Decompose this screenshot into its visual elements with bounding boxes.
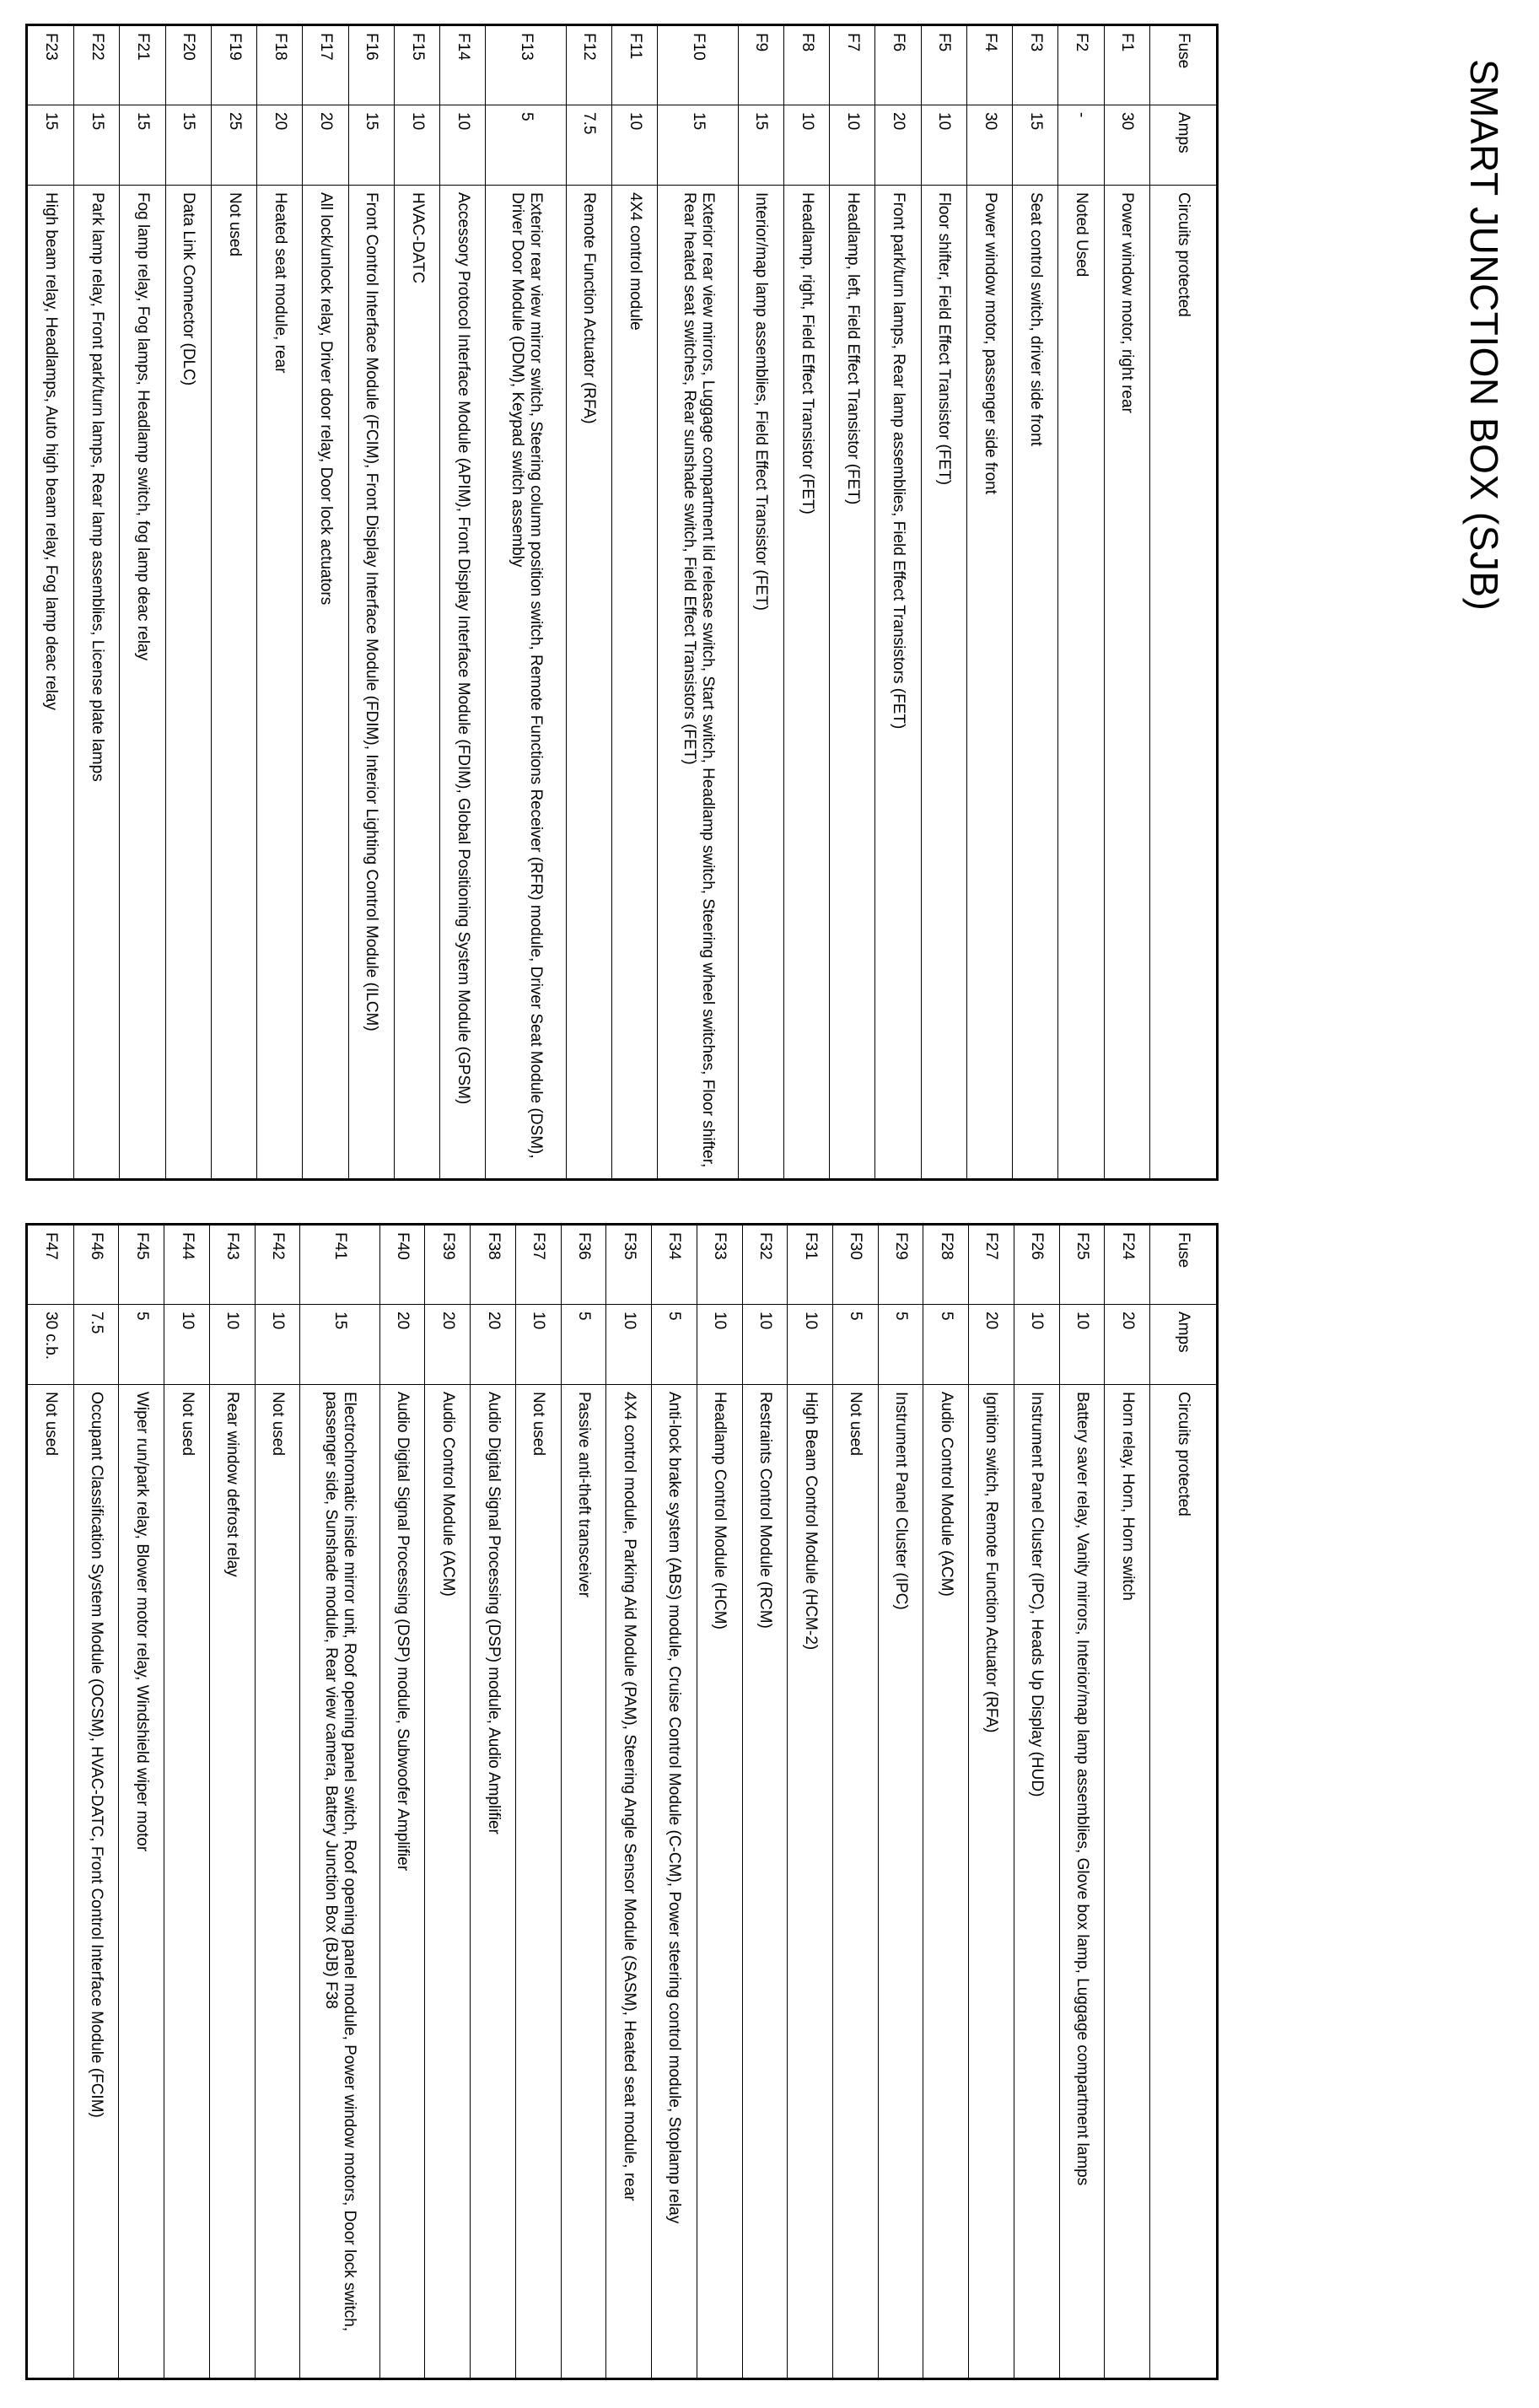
fuse-row bbox=[165, 25, 211, 1180]
fuse-row bbox=[652, 1225, 697, 2379]
amps-cell: 20 bbox=[875, 105, 921, 186]
circuits-cell: Not used bbox=[255, 1385, 300, 2379]
fuse-cell: F18 bbox=[257, 25, 303, 105]
circuits-cell: Seat control switch, driver side front bbox=[1013, 186, 1058, 1180]
fuse-row bbox=[606, 1225, 652, 2379]
amps-cell: 10 bbox=[606, 1305, 652, 1385]
amps-cell: 10 bbox=[788, 1305, 833, 1385]
amps-cell: 10 bbox=[440, 105, 486, 186]
amps-cell: 10 bbox=[921, 105, 966, 186]
fuse-row bbox=[1104, 25, 1149, 1180]
fuse-cell: F11 bbox=[612, 25, 658, 105]
fuse-column-header: Fuse bbox=[1150, 1225, 1218, 1305]
fuse-row bbox=[967, 25, 1013, 1180]
circuits-cell: Not used bbox=[211, 186, 256, 1180]
amps-column-header: Amps bbox=[1150, 105, 1218, 186]
amps-cell: 5 bbox=[561, 1305, 606, 1385]
amps-cell: 20 bbox=[969, 1305, 1014, 1385]
fuse-row bbox=[119, 1225, 164, 2379]
fuse-cell: F14 bbox=[440, 25, 486, 105]
table-header-row bbox=[1150, 25, 1218, 1180]
table-header-row bbox=[1150, 1225, 1218, 2379]
fuse-column-header: Fuse bbox=[1150, 25, 1218, 105]
circuits-cell: Front Control Interface Module (FCIM), Front Display Interface Module (FDIM), Interior Lighting Control Module (ILCM) bbox=[348, 186, 394, 1180]
circuits-cell: Power window motor, passenger side front bbox=[967, 186, 1013, 1180]
circuits-cell: Data Link Connector (DLC) bbox=[165, 186, 211, 1180]
circuits-cell: Battery saver relay, Vanity mirrors, Interior/map lamp assemblies, Glove box lamp, Luggage compartment lamps bbox=[1059, 1385, 1105, 2379]
fuse-cell: F36 bbox=[561, 1225, 606, 1305]
fuse-row bbox=[923, 1225, 969, 2379]
circuits-cell: 4X4 control module bbox=[612, 186, 658, 1180]
fuse-cell: F9 bbox=[738, 25, 783, 105]
fuse-cell: F37 bbox=[515, 1225, 561, 1305]
circuits-cell: Remote Function Actuator (RFA) bbox=[566, 186, 611, 1180]
fuse-cell: F2 bbox=[1058, 25, 1104, 105]
circuits-cell: Power window motor, right rear bbox=[1104, 186, 1149, 1180]
circuits-cell: Exterior rear view mirrors, Luggage compartment lid release switch, Start switch, Headlamp switch, Steering wheel switches, Floor shifter, Rear heated seat switches, Rear sunshade switch, Field Effect Transistors (FET) bbox=[658, 186, 738, 1180]
fuse-cell: F13 bbox=[486, 25, 566, 105]
circuits-cell: Exterior rear view mirror switch, Steering column position switch, Remote Functions Receiver (RFR) module, Driver Seat Module (DSM), Driver Door Module (DDM), Keypad switch assembly bbox=[486, 186, 566, 1180]
fuse-cell: F16 bbox=[348, 25, 394, 105]
fuse-cell: F6 bbox=[875, 25, 921, 105]
fuse-row bbox=[742, 1225, 788, 2379]
fuse-row bbox=[921, 25, 966, 1180]
amps-cell: 15 bbox=[74, 105, 120, 186]
amps-cell: 10 bbox=[784, 105, 830, 186]
fuse-row bbox=[738, 25, 783, 1180]
fuse-row bbox=[211, 25, 256, 1180]
amps-cell: 20 bbox=[303, 105, 348, 186]
fuse-row bbox=[1059, 1225, 1105, 2379]
circuits-cell: Not used bbox=[832, 1385, 878, 2379]
fuse-row bbox=[697, 1225, 742, 2379]
fuse-cell: F17 bbox=[303, 25, 348, 105]
fuse-row bbox=[209, 1225, 255, 2379]
circuits-cell: Audio Control Module (ACM) bbox=[923, 1385, 969, 2379]
fuse-cell: F32 bbox=[742, 1225, 788, 1305]
circuits-cell: Audio Digital Signal Processing (DSP) module, Subwoofer Amplifier bbox=[379, 1385, 425, 2379]
amps-cell: 5 bbox=[878, 1305, 923, 1385]
fuse-cell: F34 bbox=[652, 1225, 697, 1305]
fuse-cell: F43 bbox=[209, 1225, 255, 1305]
fuse-cell: F44 bbox=[164, 1225, 210, 1305]
circuits-cell: Not used bbox=[27, 1385, 74, 2379]
fuse-row bbox=[784, 25, 830, 1180]
amps-cell: 5 bbox=[119, 1305, 164, 1385]
fuse-row bbox=[120, 25, 165, 1180]
fuse-row bbox=[348, 25, 394, 1180]
amps-cell: 5 bbox=[832, 1305, 878, 1385]
amps-cell: 10 bbox=[209, 1305, 255, 1385]
fuse-row bbox=[515, 1225, 561, 2379]
fuse-cell: F46 bbox=[73, 1225, 119, 1305]
fuse-row bbox=[658, 25, 738, 1180]
amps-cell: 15 bbox=[1013, 105, 1058, 186]
fuse-row bbox=[73, 1225, 119, 2379]
fuse-cell: F42 bbox=[255, 1225, 300, 1305]
circuits-column-header: Circuits protected bbox=[1150, 186, 1218, 1180]
fuse-row bbox=[164, 1225, 210, 2379]
fuse-row bbox=[257, 25, 303, 1180]
fuse-row bbox=[255, 1225, 300, 2379]
fuse-cell: F19 bbox=[211, 25, 256, 105]
amps-cell: 30 c.b. bbox=[27, 1305, 74, 1385]
fuse-row bbox=[830, 25, 875, 1180]
amps-cell: 30 bbox=[967, 105, 1013, 186]
fuse-row bbox=[878, 1225, 923, 2379]
fuse-row bbox=[1014, 1225, 1059, 2379]
fuse-row bbox=[27, 1225, 74, 2379]
fuse-cell: F5 bbox=[921, 25, 966, 105]
fuse-cell: F26 bbox=[1014, 1225, 1059, 1305]
fuse-cell: F10 bbox=[658, 25, 738, 105]
fuse-cell: F31 bbox=[788, 1225, 833, 1305]
amps-cell: 10 bbox=[742, 1305, 788, 1385]
amps-cell: 10 bbox=[1059, 1305, 1105, 1385]
circuits-cell: Passive anti-theft transceiver bbox=[561, 1385, 606, 2379]
amps-cell: - bbox=[1058, 105, 1104, 186]
circuits-cell: Horn relay, Horn, Horn switch bbox=[1105, 1385, 1150, 2379]
circuits-cell: Instrument Panel Cluster (IPC) bbox=[878, 1385, 923, 2379]
fuse-cell: F38 bbox=[471, 1225, 516, 1305]
fuse-cell: F28 bbox=[923, 1225, 969, 1305]
amps-cell: 5 bbox=[923, 1305, 969, 1385]
fuse-row bbox=[561, 1225, 606, 2379]
circuits-cell: Occupant Classification System Module (OCSM), HVAC-DATC, Front Control Interface Module (FCIM) bbox=[73, 1385, 119, 2379]
amps-cell: 15 bbox=[120, 105, 165, 186]
amps-cell: 7.5 bbox=[73, 1305, 119, 1385]
amps-cell: 5 bbox=[486, 105, 566, 186]
amps-cell: 10 bbox=[697, 1305, 742, 1385]
circuits-cell: All lock/unlock relay, Driver door relay, Door lock actuators bbox=[303, 186, 348, 1180]
fuse-row bbox=[27, 25, 74, 1180]
fuse-row bbox=[969, 1225, 1014, 2379]
circuits-cell: Rear window defrost relay bbox=[209, 1385, 255, 2379]
amps-cell: 10 bbox=[394, 105, 439, 186]
amps-cell: 15 bbox=[348, 105, 394, 186]
fuse-cell: F27 bbox=[969, 1225, 1014, 1305]
fuse-row bbox=[74, 25, 120, 1180]
fuse-cell: F40 bbox=[379, 1225, 425, 1305]
circuits-cell: Fog lamp relay, Fog lamps, Headlamp switch, fog lamp deac relay bbox=[120, 186, 165, 1180]
circuits-cell: Accessory Protocol Interface Module (APIM), Front Display Interface Module (FDIM), Global Positioning System Module (GPSM) bbox=[440, 186, 486, 1180]
fuse-cell: F23 bbox=[27, 25, 74, 105]
amps-cell: 20 bbox=[425, 1305, 471, 1385]
circuits-column-header: Circuits protected bbox=[1150, 1385, 1218, 2379]
amps-cell: 5 bbox=[652, 1305, 697, 1385]
fuse-cell: F41 bbox=[300, 1225, 379, 1305]
fuse-cell: F35 bbox=[606, 1225, 652, 1305]
circuits-cell: High beam relay, Headlamps, Auto high beam relay, Fog lamp deac relay bbox=[27, 186, 74, 1180]
amps-cell: 20 bbox=[471, 1305, 516, 1385]
fuse-row bbox=[303, 25, 348, 1180]
circuits-cell: Park lamp relay, Front park/turn lamps, Rear lamp assemblies, License plate lamps bbox=[74, 186, 120, 1180]
fuse-cell: F4 bbox=[967, 25, 1013, 105]
amps-cell: 30 bbox=[1104, 105, 1149, 186]
amps-column-header: Amps bbox=[1150, 1305, 1218, 1385]
circuits-cell: Headlamp, left, Field Effect Transistor (FET) bbox=[830, 186, 875, 1180]
amps-cell: 20 bbox=[1105, 1305, 1150, 1385]
fuse-cell: F21 bbox=[120, 25, 165, 105]
fuse-cell: F1 bbox=[1104, 25, 1149, 105]
circuits-cell: Headlamp Control Module (HCM) bbox=[697, 1385, 742, 2379]
fuse-row bbox=[788, 1225, 833, 2379]
fuse-cell: F25 bbox=[1059, 1225, 1105, 1305]
circuits-cell: Anti-lock brake system (ABS) module, Cruise Control Module (C-CM), Power steering control module, Stoplamp relay bbox=[652, 1385, 697, 2379]
fuse-row bbox=[875, 25, 921, 1180]
amps-cell: 15 bbox=[738, 105, 783, 186]
fuse-cell: F22 bbox=[74, 25, 120, 105]
circuits-cell: Interior/map lamp assemblies, Field Effect Transistor (FET) bbox=[738, 186, 783, 1180]
amps-cell: 10 bbox=[255, 1305, 300, 1385]
circuits-cell: Audio Digital Signal Processing (DSP) module, Audio Amplifier bbox=[471, 1385, 516, 2379]
page-title: SMART JUNCTION BOX (SJB) bbox=[1462, 59, 1506, 611]
circuits-cell: 4X4 control module, Parking Aid Module (PAM), Steering Angle Sensor Module (SASM), Heated seat module, rear bbox=[606, 1385, 652, 2379]
fuse-row bbox=[394, 25, 439, 1180]
fuse-row bbox=[425, 1225, 471, 2379]
fuse-row bbox=[440, 25, 486, 1180]
amps-cell: 7.5 bbox=[566, 105, 611, 186]
circuits-cell: High Beam Control Module (HCM-2) bbox=[788, 1385, 833, 2379]
circuits-cell: Front park/turn lamps, Rear lamp assemblies, Field Effect Transistors (FET) bbox=[875, 186, 921, 1180]
fuse-cell: F47 bbox=[27, 1225, 74, 1305]
amps-cell: 10 bbox=[612, 105, 658, 186]
amps-cell: 20 bbox=[257, 105, 303, 186]
fuse-row bbox=[1105, 1225, 1150, 2379]
amps-cell: 15 bbox=[300, 1305, 379, 1385]
fuse-row bbox=[379, 1225, 425, 2379]
fuse-cell: F20 bbox=[165, 25, 211, 105]
fuse-row bbox=[566, 25, 611, 1180]
fuse-cell: F33 bbox=[697, 1225, 742, 1305]
amps-cell: 10 bbox=[164, 1305, 210, 1385]
amps-cell: 15 bbox=[27, 105, 74, 186]
fuse-cell: F7 bbox=[830, 25, 875, 105]
amps-cell: 15 bbox=[165, 105, 211, 186]
circuits-cell: Not used bbox=[515, 1385, 561, 2379]
circuits-cell: Electrochromatic inside mirror unit, Roof opening panel switch, Roof opening panel module, Power window motors, Door lock switch, passenger side, Sunshade module, Rear view camera, Battery Junction Box (BJB) F38 bbox=[300, 1385, 379, 2379]
amps-cell: 10 bbox=[515, 1305, 561, 1385]
fuse-cell: F29 bbox=[878, 1225, 923, 1305]
fuse-row bbox=[471, 1225, 516, 2379]
circuits-cell: Headlamp, right, Field Effect Transistor (FET) bbox=[784, 186, 830, 1180]
fuse-cell: F3 bbox=[1013, 25, 1058, 105]
amps-cell: 10 bbox=[1014, 1305, 1059, 1385]
circuits-cell: Ignition switch, Remote Function Actuator (RFA) bbox=[969, 1385, 1014, 2379]
circuits-cell: Instrument Panel Cluster (IPC), Heads Up Display (HUD) bbox=[1014, 1385, 1059, 2379]
fuse-row bbox=[1013, 25, 1058, 1180]
circuits-cell: Noted Used bbox=[1058, 186, 1104, 1180]
circuits-cell: Audio Control Module (ACM) bbox=[425, 1385, 471, 2379]
fuse-row bbox=[612, 25, 658, 1180]
fuse-row bbox=[486, 25, 566, 1180]
fuse-cell: F45 bbox=[119, 1225, 164, 1305]
fuse-row bbox=[1058, 25, 1104, 1180]
fuse-cell: F12 bbox=[566, 25, 611, 105]
amps-cell: 15 bbox=[658, 105, 738, 186]
amps-cell: 25 bbox=[211, 105, 256, 186]
fuse-row bbox=[832, 1225, 878, 2379]
circuits-cell: Heated seat module, rear bbox=[257, 186, 303, 1180]
amps-cell: 20 bbox=[379, 1305, 425, 1385]
fuse-table-right bbox=[25, 1223, 1219, 2380]
circuits-cell: Wiper run/park relay, Blower motor relay, Windshield wiper motor bbox=[119, 1385, 164, 2379]
fuse-row bbox=[300, 1225, 379, 2379]
fuse-table-left bbox=[25, 24, 1219, 1181]
circuits-cell: Floor shifter, Field Effect Transistor (FET) bbox=[921, 186, 966, 1180]
circuits-cell: Restraints Control Module (RCM) bbox=[742, 1385, 788, 2379]
fuse-cell: F8 bbox=[784, 25, 830, 105]
fuse-cell: F15 bbox=[394, 25, 439, 105]
fuse-cell: F24 bbox=[1105, 1225, 1150, 1305]
circuits-cell: HVAC-DATC bbox=[394, 186, 439, 1180]
amps-cell: 10 bbox=[830, 105, 875, 186]
circuits-cell: Not used bbox=[164, 1385, 210, 2379]
fuse-cell: F30 bbox=[832, 1225, 878, 1305]
fuse-cell: F39 bbox=[425, 1225, 471, 1305]
